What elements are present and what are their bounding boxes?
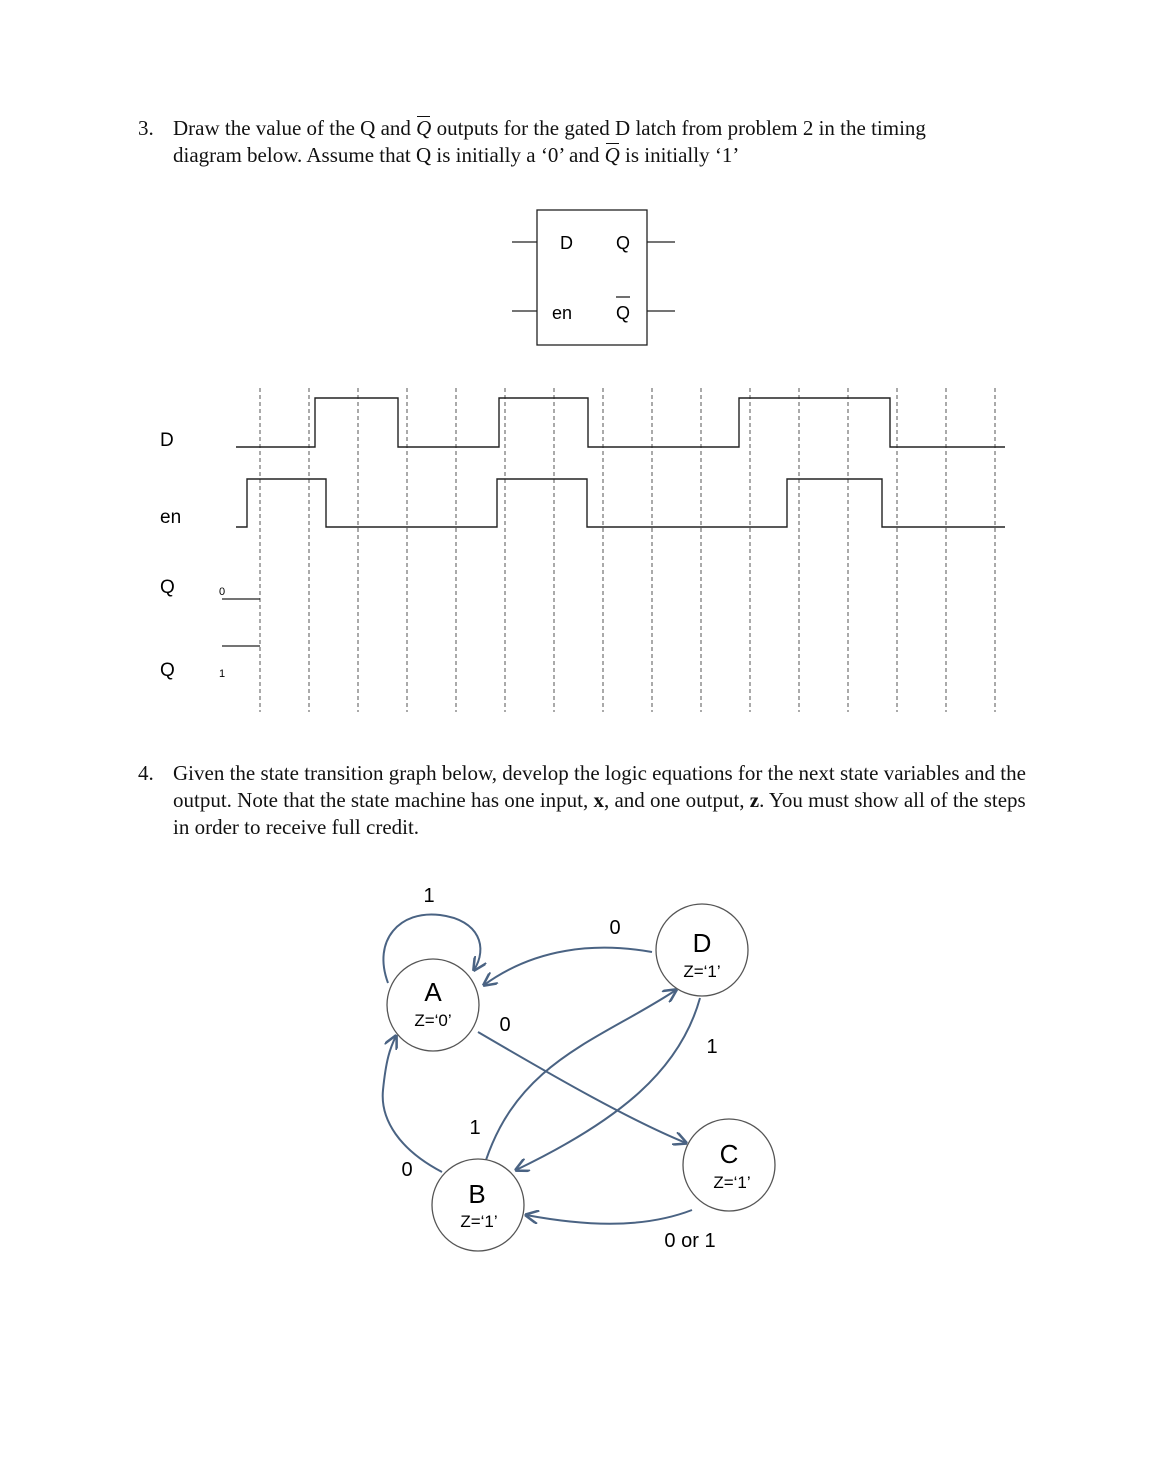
edge-label-b-to-d: 1	[469, 1117, 481, 1139]
edge-label-d-to-b: 1	[706, 1036, 718, 1058]
problem-3-line2-b: is initially ‘1’	[619, 143, 740, 167]
problem-4-text-a: Given the state transition graph below, develop the logic equations for the next state variables and the output. Note that the state machine has one input,	[173, 761, 1026, 812]
timing-label-qbar: Q	[160, 660, 175, 681]
qbar-symbol: Q	[416, 116, 432, 140]
edge-d-to-b	[516, 998, 700, 1170]
timing-label-en: en	[160, 507, 182, 528]
state-d-name: D	[692, 928, 712, 958]
edge-label-c-to-b: 0 or 1	[664, 1230, 716, 1252]
latch-pin-en: en	[552, 303, 573, 323]
edge-label-a-self: 1	[423, 885, 435, 907]
problem-4-text-c: . You must show all of the steps in order to receive full credit.	[173, 788, 1026, 839]
latch-pin-q: Q	[616, 233, 631, 253]
qbar-symbol-2: Q	[604, 143, 620, 167]
problem-3-line1-a: Draw the value of the Q and	[173, 116, 417, 140]
edge-label-a-to-c: 0	[499, 1014, 511, 1036]
state-b-output: Z=‘1’	[460, 1212, 498, 1231]
d-waveform	[236, 398, 1005, 447]
edge-c-to-b	[526, 1210, 692, 1224]
edge-d-to-a	[484, 948, 652, 985]
problem-3-line1-b: outputs for the gated D latch from problem 2 in the timing	[431, 116, 926, 140]
state-a	[387, 959, 479, 1051]
state-c-name: C	[719, 1139, 739, 1169]
edge-label-b-to-a: 0	[401, 1159, 413, 1181]
latch-pin-d: D	[560, 233, 573, 253]
state-a-name: A	[424, 977, 442, 1007]
edge-a-to-c	[478, 1032, 686, 1143]
problem-3-line2-a: diagram below. Assume that Q is initially a ‘0’ and	[173, 143, 605, 167]
problem-4-text-b: , and one output,	[603, 788, 750, 812]
state-b	[432, 1159, 524, 1251]
qbar-initial-value: 1	[219, 668, 226, 680]
state-c-output: Z=‘1’	[713, 1173, 751, 1192]
state-d-output: Z=‘1’	[683, 962, 721, 981]
d-latch-symbol	[512, 210, 675, 345]
state-a-output: Z=‘0’	[414, 1011, 452, 1030]
timing-label-d: D	[160, 430, 174, 451]
problem-4-number: 4.	[138, 761, 154, 785]
state-transition-graph	[383, 885, 775, 1252]
edge-b-to-a	[383, 1036, 442, 1172]
timing-diagram	[160, 388, 1005, 712]
edge-label-d-to-a: 0	[609, 917, 621, 939]
latch-box	[537, 210, 647, 345]
output-variable: z	[749, 788, 760, 812]
timing-label-q: Q	[160, 577, 175, 598]
problem-3-number: 3.	[138, 116, 154, 140]
state-b-name: B	[468, 1179, 486, 1209]
timing-grid	[260, 388, 995, 712]
state-c	[683, 1119, 775, 1211]
latch-pin-qbar: Q	[616, 303, 631, 323]
en-waveform	[236, 479, 1005, 527]
input-variable: x	[593, 788, 604, 812]
q-initial-value: 0	[219, 586, 226, 598]
state-d	[656, 904, 748, 996]
